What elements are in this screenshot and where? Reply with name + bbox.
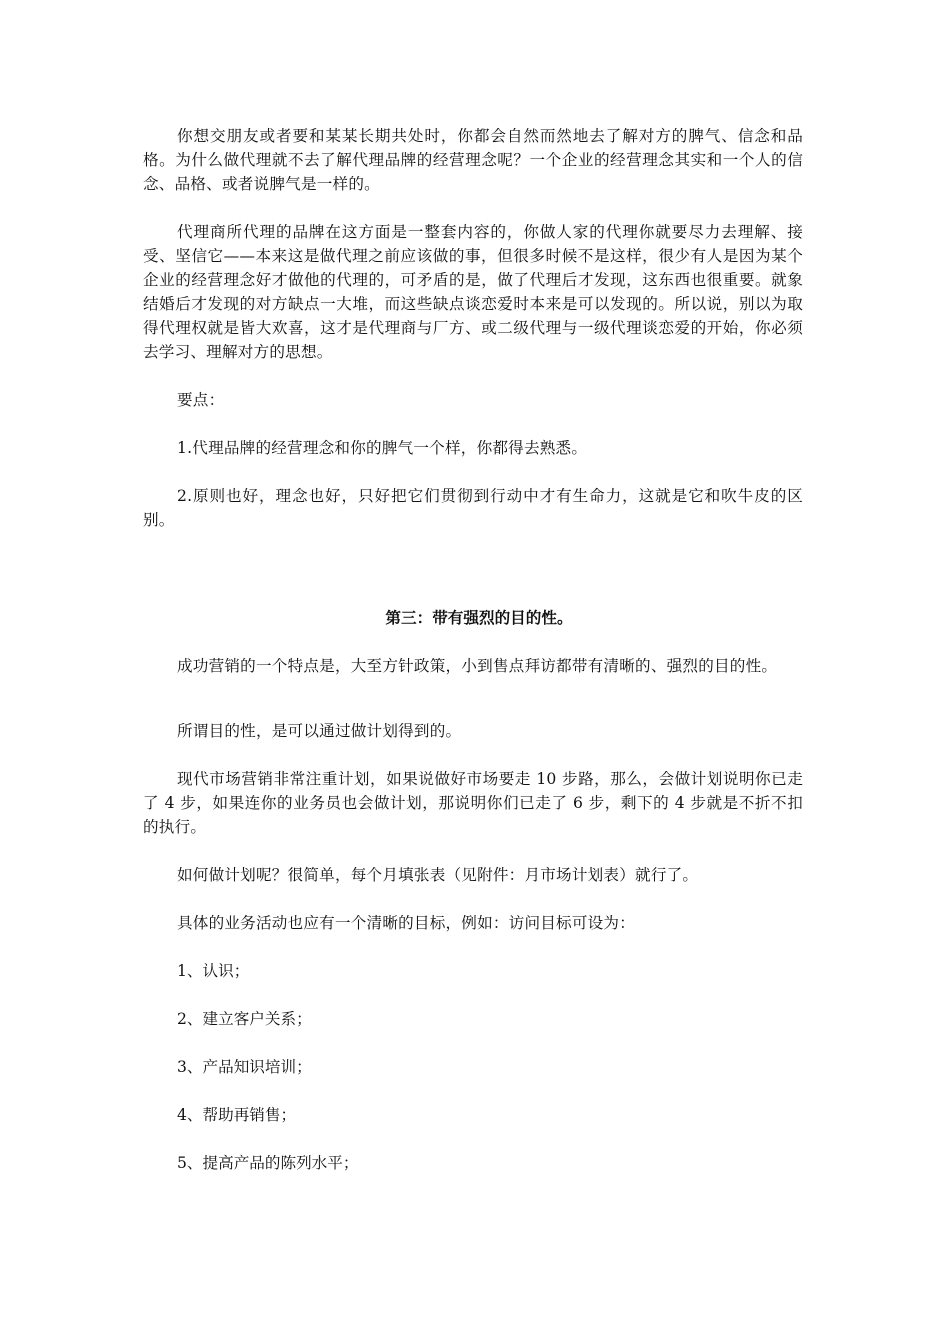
list-item: 5、提高产品的陈列水平； [177, 1154, 359, 1172]
paragraph-business-goal: 具体的业务活动也应有一个清晰的目标，例如：访问目标可设为： [177, 914, 636, 932]
section-heading: 第三：带有强烈的目的性。 [385, 609, 573, 627]
paragraph-key-point-1: 1.代理品牌的经营理念和你的脾气一个样，你都得去熟悉。 [177, 439, 588, 457]
document-body [143, 124, 803, 1175]
paragraph-agent-brand: 代理商所代理的品牌在这方面是一整套内容的，你做人家的代理你就要尽力去理解、接受、坚信它——本来这是做代理之前应该做的事，但很多时候不是这样，很少有人是因为某个企业的经营理念好才做他的代理的，可矛盾的是，做了代理后才发现，这东西也很重要。就象结婚后才发现的对方缺点一大堆，而这些缺点谈恋爱时本来是可以发现的。所以说，别以为取得代理权就是皆大欢喜，这才是代理商与厂方、或二级代理与一级代理谈恋爱的开始，你必须去学习、理解对方的思想。 [143, 223, 803, 361]
paragraph-modern-marketing: 现代市场营销非常注重计划，如果说做好市场要走 10 步路，那么，会做计划说明你已走了 4 步，如果连你的业务员也会做计划，那说明你们已走了 6 步，剩下的 4 步就是不折不扣的执行。 [143, 770, 803, 836]
list-item: 2、建立客户关系； [177, 1010, 312, 1028]
list-item: 3、产品知识培训； [177, 1058, 312, 1076]
list-item: 4、帮助再销售； [177, 1106, 297, 1124]
paragraph-how-to-plan: 如何做计划呢？很简单，每个月填张表（见附件：月市场计划表）就行了。 [177, 866, 699, 884]
paragraph-key-points-label: 要点： [177, 391, 225, 409]
paragraph-purpose-intro: 成功营销的一个特点是，大至方针政策，小到售点拜访都带有清晰的、强烈的目的性。 [177, 657, 778, 675]
paragraph-key-point-2: 2.原则也好，理念也好，只好把它们贯彻到行动中才有生命力，这就是它和吹牛皮的区别。 [143, 487, 803, 529]
paragraph-purpose-planning: 所谓目的性，是可以通过做计划得到的。 [177, 722, 462, 740]
list-item: 1、认识； [177, 962, 250, 980]
paragraph-friendship: 你想交朋友或者要和某某长期共处时，你都会自然而然地去了解对方的脾气、信念和品格。为什么做代理就不去了解代理品牌的经营理念呢？一个企业的经营理念其实和一个人的信念、品格、或者说脾气是一样的。 [143, 127, 803, 193]
